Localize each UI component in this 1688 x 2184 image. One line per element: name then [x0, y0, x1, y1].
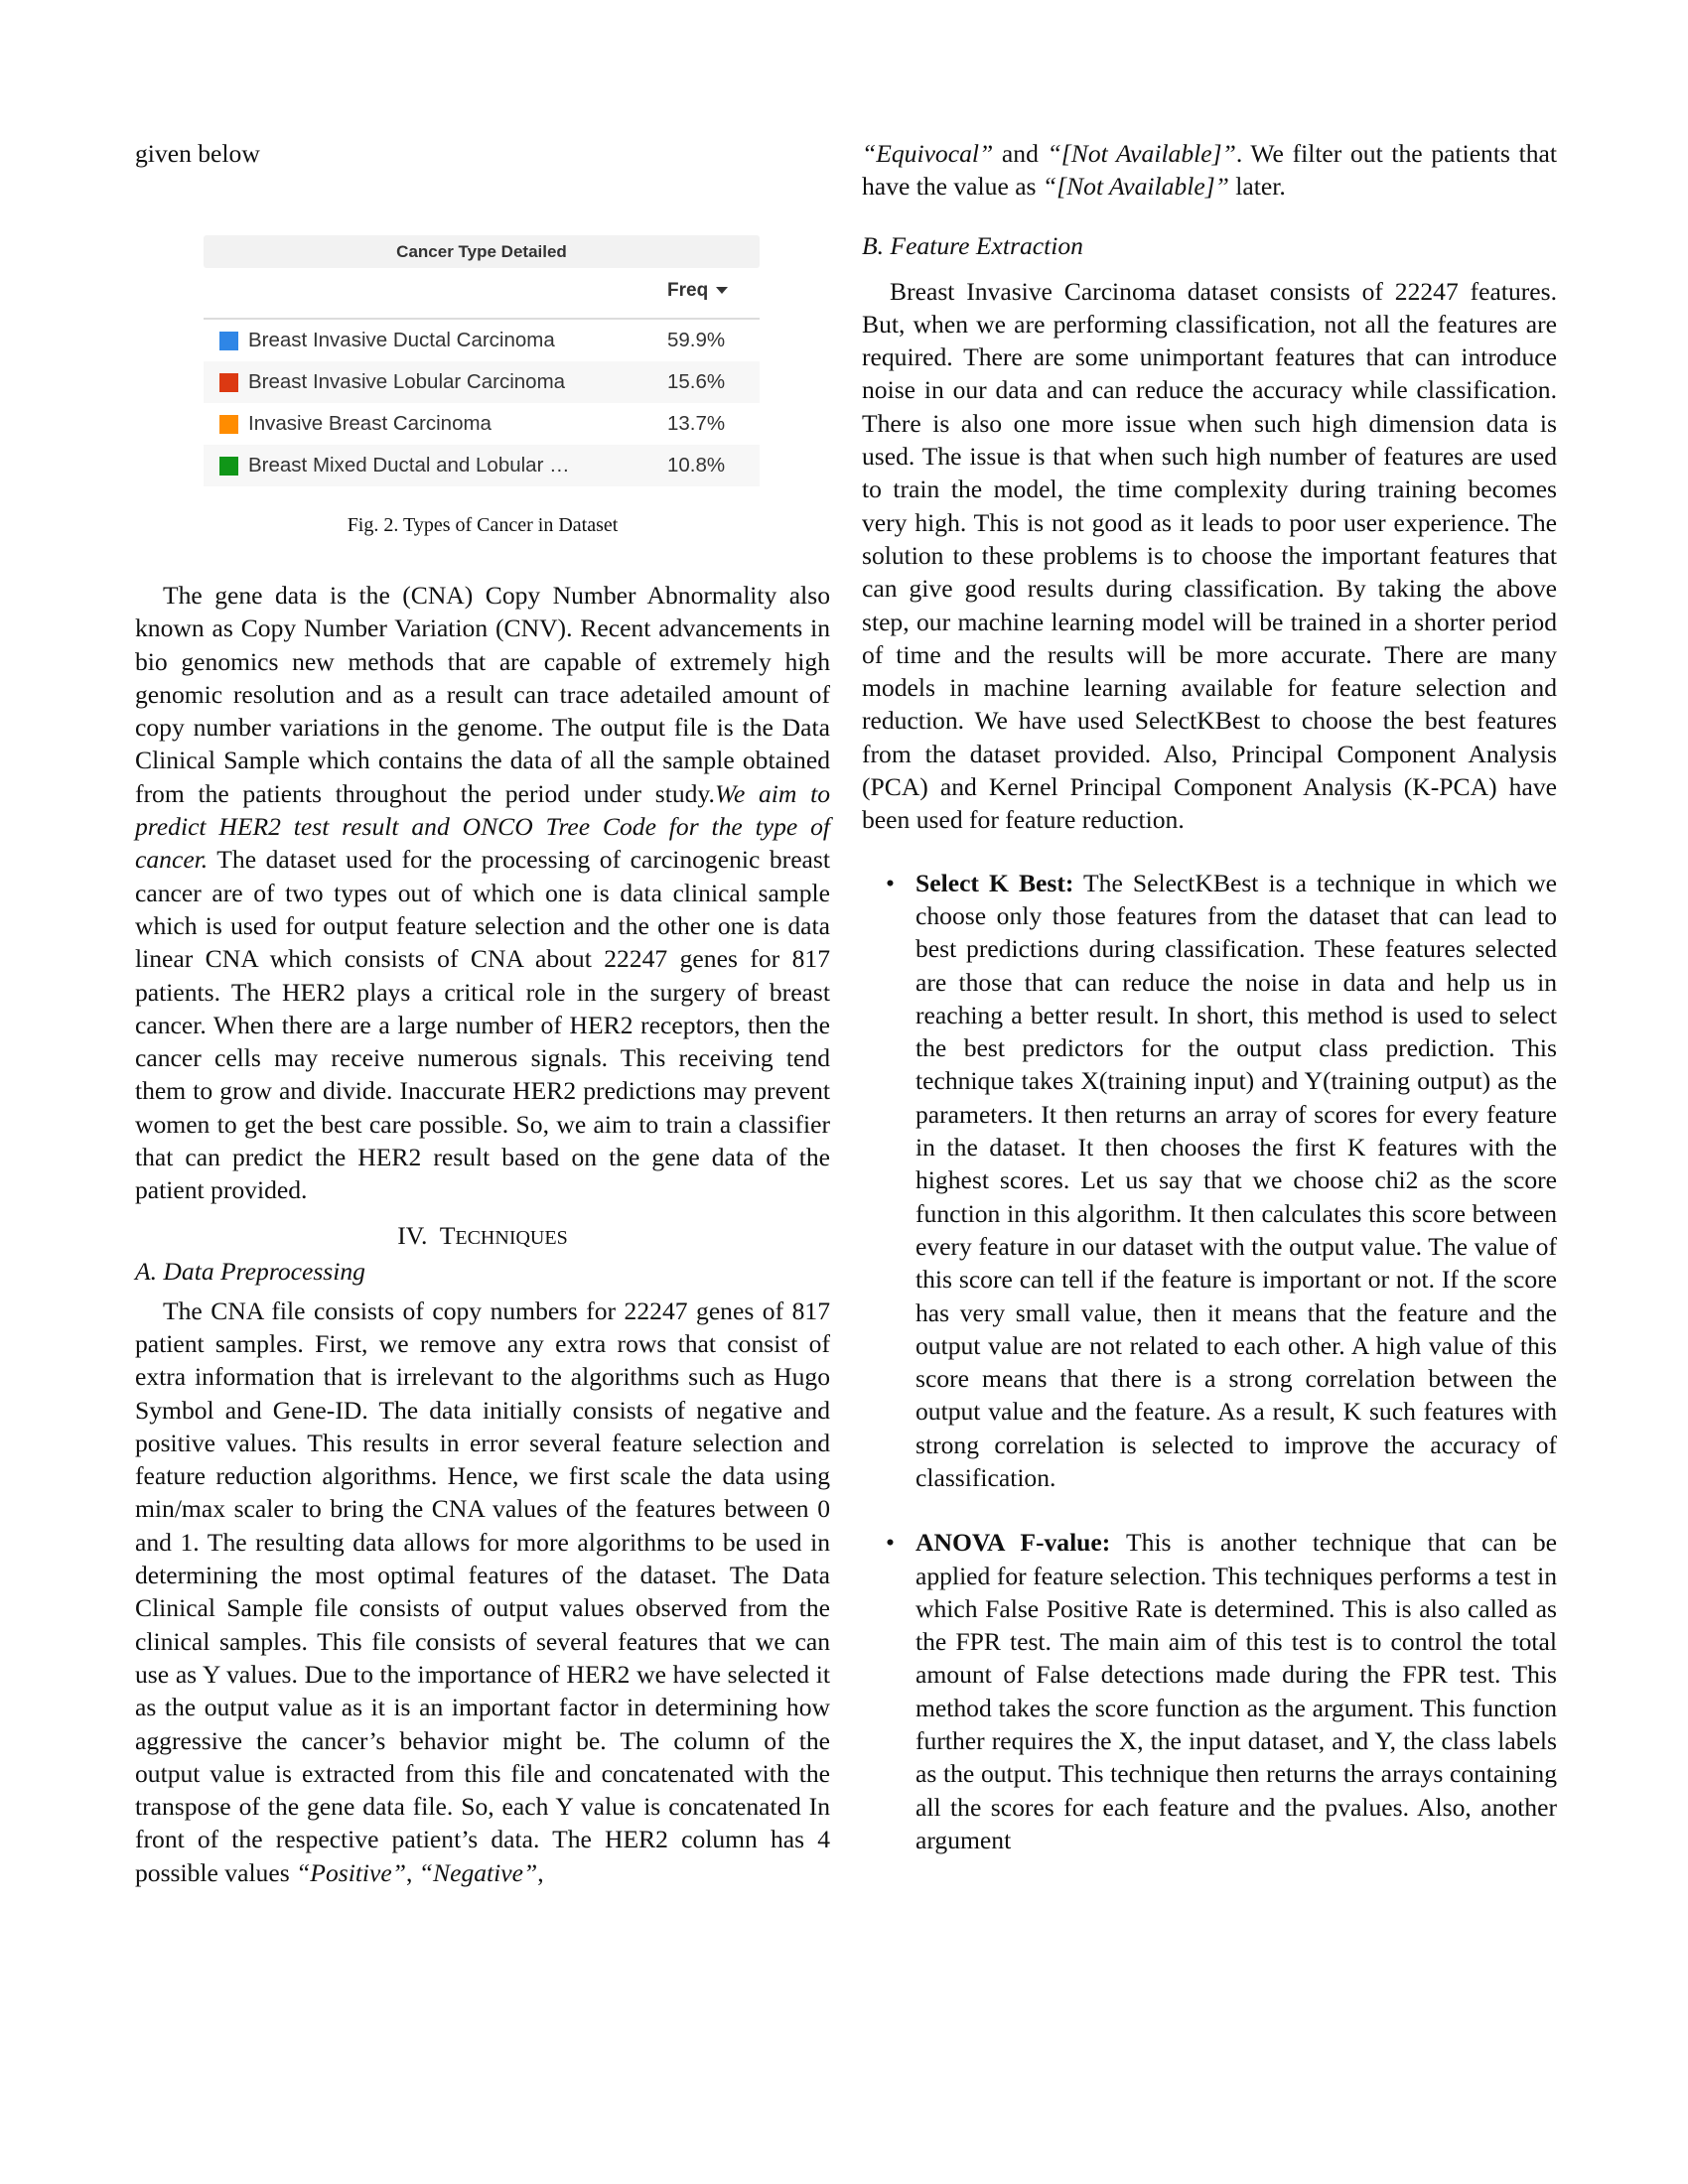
- right-body: [862, 137, 1557, 1856]
- row-value: 13.7%: [667, 412, 726, 435]
- figure-caption: Fig. 2. Types of Cancer in Dataset: [347, 514, 619, 536]
- row-label: Breast Invasive Lobular Carcinoma: [248, 370, 566, 393]
- technique-list: [862, 867, 1557, 1857]
- row-value: 15.6%: [667, 370, 726, 393]
- row-label: Invasive Breast Carcinoma: [248, 412, 492, 435]
- aim-statement: We aim to predict HER2 test result and ONCO Tree Code for the type of cancer.: [135, 778, 830, 875]
- row-label: Breast Mixed Ductal and Lobular …: [248, 454, 570, 477]
- paragraph-preprocessing: The CNA file consists of copy numbers for 22247 genes of 817 patient samples. First, we remove any extra rows that consist of extra information that is irrelevant to the algorithms such as Hugo Symbol and Gene-ID. The data initially consists of negative and positive values. This results in error several feature selection and feature reduction algorithms. Hence, we first scale the data using min/max scaler to bring the CNA values of the features between 0 and 1. The resulting data allows for more algorithms to be used in determining the most optimal features of the dataset. The Data Clinical Sample file consists of output values observed from the clinical samples. This file consists of several features that we can use as Y values. Due to the importance of HER2 we have selected it as the output value as it is an important factor in determining how aggressive the cancer’s behavior might be. The column of the output value is extracted from this file and concatenated with the transpose of the gene data file. So, each Y value is concatenated In front of the respective patient’s data. The HER2 column has 4 possible values “Positive”, “Negative”,: [135, 1296, 830, 1887]
- section-heading: IV. TECHNIQUES: [397, 1220, 568, 1250]
- row-label: Breast Invasive Ductal Carcinoma: [248, 329, 555, 351]
- term-select-k-best: Select K Best:: [915, 868, 1074, 897]
- continued-text: given below: [135, 139, 260, 168]
- list-item-anova: • ANOVA F-value: This is another technique that can be applied for feature selection. This techniques performs a test in which False Positive Rate is determined. This is also called as the FPR test. The main aim of this test is to control the total amount of False detections made during the FPR test. This method takes the score function as the argument. This function further requires the X, the input dataset, and Y, the class labels as the output. This technique then returns the arrays containing all the scores for each feature and the pvalues. Also, another argument: [886, 1528, 1557, 1854]
- figure-header-row: [204, 268, 760, 320]
- caret-down-icon: [716, 287, 728, 294]
- figure-row: [204, 445, 760, 486]
- term-anova-f-value: ANOVA F-value:: [915, 1528, 1111, 1558]
- freq-column-header[interactable]: Freq: [667, 280, 728, 302]
- paragraph-feature-extraction: Breast Invasive Carcinoma dataset consists of 22247 features. But, when we are performing classification, not all the features are required. There are some unimportant features that can introduce noise in our data and can reduce the accuracy while classification. There is also one more issue when such high dimension data is used. The issue is that when such high number of features are used to train the model, the time complexity during training becomes very high. This is not good as it leads to poor user experience. The solution to these problems is to choose the important features that can give good results during classification. By taking the above step, our machine learning model will be trained in a shorter period of time and the results will be more accurate. There are many models in machine learning available for feature selection and reduction. We have used SelectKBest to choose the best features from the dataset provided. Also, Principal Component Analysis (PCA) and Kernel Principal Component Analysis (K-PCA) have been used for feature reduction.: [862, 276, 1557, 835]
- bullet-icon: •: [886, 1528, 895, 1558]
- figure-row: [204, 320, 760, 361]
- color-swatch-icon: [219, 457, 238, 476]
- color-swatch-icon: [219, 332, 238, 350]
- subsection-heading-b: B. Feature Extraction: [862, 230, 1083, 260]
- row-value: 10.8%: [667, 454, 726, 477]
- paragraph-continued: “Equivocal” and “[Not Available]”. We filter out the patients that have the value as “[Not Available]” later.: [862, 139, 1557, 202]
- figure-title: Cancer Type Detailed: [204, 235, 760, 268]
- color-swatch-icon: [219, 373, 238, 392]
- cancer-type-figure: [204, 235, 760, 486]
- paragraph-gene-data: The gene data is the (CNA) Copy Number Abnormality also known as Copy Number Variation (CNV). Recent advancements in bio genomics new methods that are capable of extremely high genomic resolution and as a result can trace adetailed amount of copy number variations in the genome. The output file is the Data Clinical Sample which contains the data of all the sample obtained from the patients throughout the period under study.We aim to predict HER2 test result and ONCO Tree Code for the type of cancer. The dataset used for the processing of carcinogenic breast cancer are of two types out of which one is data clinical sample which is used for output feature selection and the other one is data linear CNA which consists of CNA about 22247 genes for 817 patients. The HER2 plays a critical role in the surgery of breast cancer. When there are a large number of HER2 receptors, then the cancer cells may receive numerous signals. This receiving tend them to grow and divide. Inaccurate HER2 predictions may prevent women to get the best care possible. So, we aim to train a classifier that can predict the HER2 result based on the gene data of the patient provided.: [135, 581, 830, 1205]
- bullet-icon: •: [886, 868, 895, 897]
- color-swatch-icon: [219, 415, 238, 434]
- row-value: 59.9%: [667, 329, 726, 351]
- figure-row: [204, 403, 760, 445]
- subsection-heading-a: A. Data Preprocessing: [135, 1256, 365, 1286]
- list-item-select-k-best: • Select K Best: The SelectKBest is a technique in which we choose only those features from the dataset that can lead to best predictions during classification. These features selected are those that can reduce the noise in data and help us in reaching a better result. In short, this method is used to select the best predictors for the output class prediction. This technique takes X(training input) and Y(training output) as the parameters. It then returns an array of scores for every feature in the dataset. It then chooses the first K features with the highest scores. Let us say that we choose chi2 as the score function in this algorithm. It then calculates this score between every feature in our dataset with the output value. The value of this score can tell if the feature is important or not. If the score has very small value, then it means that the feature and the output value are not related to each other. A high value of this score means that there is a strong correlation between the output value and the feature. As a result, K such features with strong correlation is selected to improve the accuracy of classification.: [886, 868, 1557, 1492]
- figure-row: [204, 361, 760, 403]
- left-body: [135, 579, 830, 1889]
